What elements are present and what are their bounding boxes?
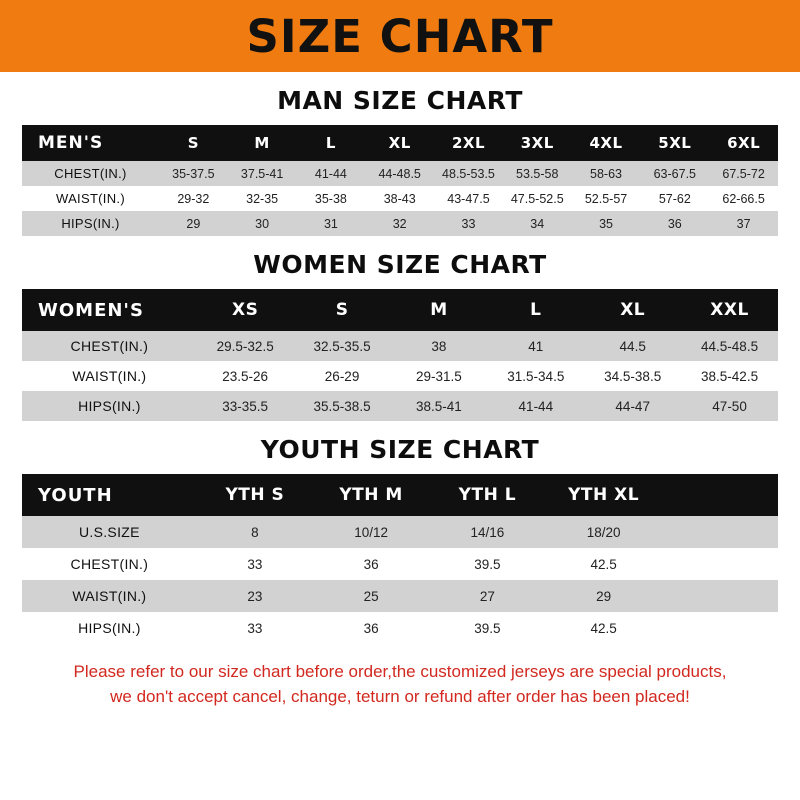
cell: 34.5-38.5 <box>604 368 662 384</box>
table-women-size <box>22 289 778 421</box>
cell: 35-38 <box>314 191 347 206</box>
cell: 32-35 <box>246 191 279 206</box>
table-row <box>22 331 778 361</box>
cell: 41-44 <box>518 398 554 414</box>
content-area <box>0 72 800 800</box>
page-title: SIZE CHART <box>246 9 554 63</box>
table-man-size <box>22 125 778 236</box>
cell: 43-47.5 <box>447 191 490 206</box>
cell: 42.5 <box>590 620 617 636</box>
cell: 57-62 <box>658 191 691 206</box>
header-band <box>0 0 800 72</box>
column-header-yth-xl: YTH XL <box>568 485 640 505</box>
cell: 44-47 <box>615 398 650 414</box>
column-header-xl: XL <box>388 134 411 152</box>
column-header-l: L <box>325 134 336 152</box>
cell: 67.5-72 <box>722 166 765 181</box>
cell: 34 <box>530 216 545 231</box>
column-header-label: YOUTH <box>38 484 113 506</box>
cell: 31 <box>323 216 338 231</box>
cell: 29 <box>596 588 612 604</box>
header-band-right-edge <box>774 0 800 72</box>
cell <box>662 612 778 644</box>
cell: 26-29 <box>324 368 360 384</box>
cell: 52.5-57 <box>584 191 628 206</box>
table-women-body <box>22 331 778 421</box>
cell: 29-31.5 <box>416 368 462 384</box>
cell: 32 <box>392 216 407 231</box>
cell: 18/20 <box>586 524 621 540</box>
table-youth-size <box>22 474 778 644</box>
column-header-xs: XS <box>232 300 259 320</box>
cell: 42.5 <box>590 556 617 572</box>
column-header-m: M <box>254 134 270 152</box>
section-youth <box>22 435 778 644</box>
column-header-xl: XL <box>620 300 646 320</box>
cell: 39.5 <box>474 620 501 636</box>
cell: 33 <box>247 620 263 636</box>
table-row <box>22 580 778 612</box>
cell: 47-50 <box>712 398 747 414</box>
cell: 29.5-32.5 <box>216 338 274 354</box>
cell: 37 <box>736 216 751 231</box>
cell: 58-63 <box>590 166 623 181</box>
row-label-chest: CHEST(IN.) <box>70 338 149 354</box>
table-row <box>22 361 778 391</box>
table-row <box>22 391 778 421</box>
column-header-3xl: 3XL <box>520 134 554 152</box>
column-header-2xl: 2XL <box>451 134 485 152</box>
cell: 33-35.5 <box>222 398 269 414</box>
cell: 29-32 <box>177 191 210 206</box>
cell: 63-67.5 <box>653 166 697 181</box>
table-row <box>22 516 778 548</box>
cell <box>662 580 778 612</box>
cell: 23.5-26 <box>222 368 269 384</box>
section-title-man: MAN SIZE CHART <box>277 86 523 115</box>
cell: 27 <box>479 588 495 604</box>
table-man-body <box>22 161 778 236</box>
row-label-waist: WAIST(IN.) <box>56 191 125 206</box>
cell: 38.5-41 <box>416 398 462 414</box>
table-row <box>22 211 778 236</box>
column-header-l: L <box>530 300 542 320</box>
cell: 30 <box>255 216 270 231</box>
column-header-s: S <box>335 300 349 320</box>
row-label-hips: HIPS(IN.) <box>61 216 120 231</box>
column-header-s: S <box>187 134 199 152</box>
column-header-empty <box>662 474 778 516</box>
cell: 36 <box>667 216 682 231</box>
column-header-label: WOMEN'S <box>38 299 144 321</box>
row-label-waist: WAIST(IN.) <box>72 588 147 604</box>
cell: 44.5 <box>619 338 646 354</box>
table-man-header <box>22 125 778 161</box>
cell: 29 <box>186 216 201 231</box>
cell: 35 <box>599 216 613 231</box>
cell: 48.5-53.5 <box>442 166 495 181</box>
cell: 41-44 <box>314 166 347 181</box>
table-row <box>22 612 778 644</box>
cell: 37.5-41 <box>240 166 284 181</box>
cell: 39.5 <box>474 556 501 572</box>
table-row <box>22 161 778 186</box>
row-label-hips: HIPS(IN.) <box>78 398 141 414</box>
footer-line-1: Please refer to our size chart before order,the customized jerseys are special products, <box>73 662 727 681</box>
cell: 14/16 <box>470 524 505 540</box>
cell: 36 <box>363 620 379 636</box>
column-header-4xl: 4XL <box>589 134 623 152</box>
table-header-row <box>22 474 778 516</box>
table-women-header <box>22 289 778 331</box>
column-header-xxl: XXL <box>710 300 749 320</box>
cell <box>662 548 778 580</box>
row-label-waist: WAIST(IN.) <box>72 368 147 384</box>
row-label-chest: CHEST(IN.) <box>54 166 127 181</box>
cell: 33 <box>247 556 263 572</box>
column-header-label: MEN'S <box>38 133 104 153</box>
cell: 38.5-42.5 <box>701 368 759 384</box>
column-header-yth-s: YTH S <box>225 485 285 505</box>
section-title-women: WOMEN SIZE CHART <box>253 250 547 279</box>
cell <box>662 516 778 548</box>
table-header-row <box>22 125 778 161</box>
column-header-6xl: 6XL <box>727 134 761 152</box>
cell: 10/12 <box>354 524 389 540</box>
cell: 38 <box>431 338 447 354</box>
table-row <box>22 186 778 211</box>
cell: 31.5-34.5 <box>507 368 565 384</box>
section-women <box>22 250 778 421</box>
cell: 32.5-35.5 <box>313 338 371 354</box>
cell: 23 <box>247 588 263 604</box>
row-label-us-size: U.S.SIZE <box>79 524 140 540</box>
cell: 44-48.5 <box>378 166 421 181</box>
cell: 62-66.5 <box>722 191 765 206</box>
section-title-youth: YOUTH SIZE CHART <box>260 435 540 464</box>
cell: 8 <box>251 524 259 540</box>
table-header-row <box>22 289 778 331</box>
table-row <box>22 548 778 580</box>
footer-disclaimer <box>22 660 778 709</box>
section-man <box>22 86 778 236</box>
cell: 38-43 <box>383 191 416 206</box>
column-header-m: M <box>430 300 448 320</box>
row-label-chest: CHEST(IN.) <box>70 556 149 572</box>
footer-line-2: we don't accept cancel, change, teturn or refund after order has been placed! <box>110 686 690 706</box>
cell: 44.5-48.5 <box>701 338 759 354</box>
column-header-yth-m: YTH M <box>339 485 403 505</box>
row-label-hips: HIPS(IN.) <box>78 620 141 636</box>
column-header-5xl: 5XL <box>658 134 692 152</box>
header-band-left-edge <box>0 0 26 72</box>
cell: 35-37.5 <box>172 166 215 181</box>
table-youth-header <box>22 474 778 516</box>
cell: 36 <box>363 556 379 572</box>
table-youth-body <box>22 516 778 644</box>
cell: 47.5-52.5 <box>510 191 564 206</box>
column-header-yth-l: YTH L <box>458 485 517 505</box>
cell: 41 <box>528 338 544 354</box>
cell: 33 <box>461 216 476 231</box>
cell: 53.5-58 <box>516 166 559 181</box>
cell: 25 <box>363 588 379 604</box>
cell: 35.5-38.5 <box>313 398 371 414</box>
